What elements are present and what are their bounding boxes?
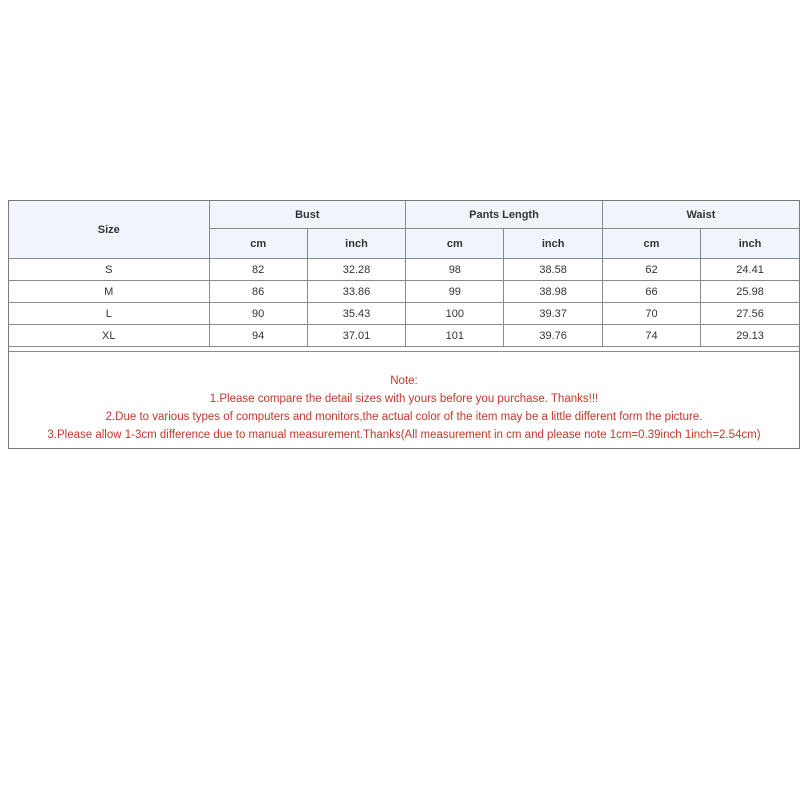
measurement-cell: 94 <box>209 325 307 347</box>
notes-section <box>9 351 799 448</box>
measurement-cell: 38.58 <box>504 259 602 281</box>
size-cell: S <box>9 259 209 281</box>
measurement-cell: 100 <box>406 303 504 325</box>
note-title: Note: <box>390 375 418 387</box>
unit-header: cm <box>602 229 700 259</box>
pants-length-header: Pants Length <box>406 201 603 229</box>
measurement-cell: 62 <box>602 259 700 281</box>
unit-header: inch <box>307 229 405 259</box>
measurement-cell: 25.98 <box>701 281 799 303</box>
measurement-cell: 39.76 <box>504 325 602 347</box>
measurement-cell: 86 <box>209 281 307 303</box>
measurement-cell: 27.56 <box>701 303 799 325</box>
measurement-cell: 90 <box>209 303 307 325</box>
measurement-cell: 74 <box>602 325 700 347</box>
measurement-cell: 98 <box>406 259 504 281</box>
size-header: Size <box>9 201 209 259</box>
table-header-row <box>9 201 799 229</box>
measurement-cell: 82 <box>209 259 307 281</box>
waist-header: Waist <box>602 201 799 229</box>
measurement-cell: 29.13 <box>701 325 799 347</box>
table-row <box>9 259 799 281</box>
measurement-cell: 35.43 <box>307 303 405 325</box>
measurement-cell: 38.98 <box>504 281 602 303</box>
measurement-cell: 70 <box>602 303 700 325</box>
table-row <box>9 325 799 347</box>
size-cell: M <box>9 281 209 303</box>
table-row <box>9 303 799 325</box>
size-table <box>9 201 799 347</box>
unit-header: inch <box>504 229 602 259</box>
measurement-cell: 66 <box>602 281 700 303</box>
measurement-cell: 24.41 <box>701 259 799 281</box>
note-line: 1.Please compare the detail sizes with yours before you purchase. Thanks!!! <box>209 393 599 405</box>
measurement-cell: 32.28 <box>307 259 405 281</box>
unit-header: inch <box>701 229 799 259</box>
size-cell: L <box>9 303 209 325</box>
bust-header: Bust <box>209 201 406 229</box>
note-line: 2.Due to various types of computers and monitors,the actual color of the item may be a little different form the picture. <box>105 411 703 423</box>
measurement-cell: 39.37 <box>504 303 602 325</box>
unit-header: cm <box>209 229 307 259</box>
size-chart <box>8 200 800 449</box>
table-body <box>9 259 799 347</box>
measurement-cell: 99 <box>406 281 504 303</box>
measurement-cell: 33.86 <box>307 281 405 303</box>
measurement-cell: 101 <box>406 325 504 347</box>
note-line: 3.Please allow 1-3cm difference due to manual measurement.Thanks(All measurement in cm and please note 1cm=0.39inch 1inch=2.54cm) <box>47 429 761 441</box>
table-row <box>9 281 799 303</box>
unit-header: cm <box>406 229 504 259</box>
measurement-cell: 37.01 <box>307 325 405 347</box>
size-cell: XL <box>9 325 209 347</box>
